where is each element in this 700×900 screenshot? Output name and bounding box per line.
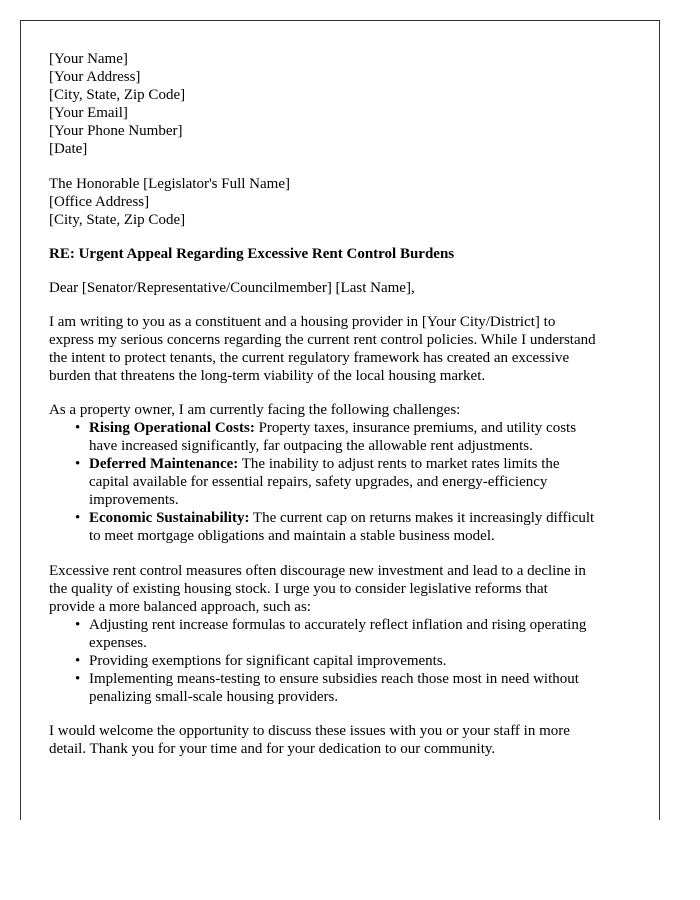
bullet-icon: • (75, 420, 81, 436)
challenge-text: to meet mortgage obligations and maintain a stable business model. (89, 528, 495, 544)
sender-city-state-zip: [City, State, Zip Code] (49, 87, 186, 103)
intro-paragraph (49, 313, 639, 385)
sender-block (49, 50, 639, 158)
reform-item-line: Providing exemptions for significant capital improvements. (89, 653, 447, 669)
list-item-line (89, 419, 639, 437)
bullet-icon: • (75, 456, 81, 472)
recipient-block (49, 175, 639, 229)
letter-content (49, 50, 639, 758)
list-item-line (89, 455, 639, 473)
reform-line: provide a more balanced approach, such as: (49, 599, 311, 615)
recipient-name: The Honorable [Legislator's Full Name] (49, 176, 290, 192)
challenges-intro (49, 401, 639, 419)
reforms-list (49, 616, 639, 706)
list-item (75, 419, 639, 455)
reform-line: Excessive rent control measures often discourage new investment and lead to a decline in (49, 563, 586, 579)
bullet-icon: • (75, 510, 81, 526)
challenge-term: Rising Operational Costs: (89, 420, 255, 436)
challenges-list (49, 419, 639, 545)
intro-line: the intent to protect tenants, the current regulatory framework has created an excessive (49, 350, 570, 366)
intro-line: burden that threatens the long-term viability of the local housing market. (49, 368, 486, 384)
letter-date: [Date] (49, 141, 88, 157)
intro-line: express my serious concerns regarding the current rent control policies. While I understand (49, 332, 596, 348)
letter-page (20, 20, 660, 820)
reform-item-line: Adjusting rent increase formulas to accurately reflect inflation and rising operating (89, 617, 587, 633)
bullet-icon: • (75, 653, 81, 669)
sender-name: [Your Name] (49, 51, 128, 67)
challenge-text: improvements. (89, 492, 179, 508)
reform-paragraph (49, 562, 639, 616)
sender-address: [Your Address] (49, 69, 141, 85)
list-item-line (89, 509, 639, 527)
list-item (75, 509, 639, 545)
list-item (75, 616, 639, 652)
challenges-intro-text: As a property owner, I am currently facing the following challenges: (49, 402, 461, 418)
salutation (49, 279, 639, 297)
challenge-text: Property taxes, insurance premiums, and utility costs (254, 420, 577, 436)
challenge-text: The current cap on returns makes it increasingly difficult (249, 510, 595, 526)
bullet-icon: • (75, 617, 81, 633)
intro-line: I am writing to you as a constituent and a housing provider in [Your City/District] to (49, 314, 556, 330)
sender-email: [Your Email] (49, 105, 128, 121)
list-item (75, 455, 639, 509)
reform-item-line: expenses. (89, 635, 147, 651)
reform-item-line: Implementing means-testing to ensure subsidies reach those most in need without (89, 671, 579, 687)
challenge-text: capital available for essential repairs, safety upgrades, and energy-efficiency (89, 474, 548, 490)
challenge-term: Economic Sustainability: (89, 510, 250, 526)
list-item (75, 670, 639, 706)
subject-line (49, 245, 639, 263)
subject-text: RE: Urgent Appeal Regarding Excessive Rent Control Burdens (49, 246, 455, 262)
closing-paragraph (49, 722, 639, 758)
recipient-city-state-zip: [City, State, Zip Code] (49, 212, 186, 228)
reform-line: the quality of existing housing stock. I urge you to consider legislative reforms that (49, 581, 548, 597)
recipient-office-address: [Office Address] (49, 194, 150, 210)
list-item (75, 652, 639, 670)
challenge-text: have increased significantly, far outpacing the allowable rent adjustments. (89, 438, 533, 454)
challenge-text: The inability to adjust rents to market rates limits the (238, 456, 560, 472)
closing-line: I would welcome the opportunity to discuss these issues with you or your staff in more (49, 723, 570, 739)
challenge-term: Deferred Maintenance: (89, 456, 239, 472)
salutation-text: Dear [Senator/Representative/Councilmember] [Last Name], (49, 280, 415, 296)
closing-line: detail. Thank you for your time and for your dedication to our community. (49, 741, 496, 757)
reform-item-line: penalizing small-scale housing providers. (89, 689, 339, 705)
bullet-icon: • (75, 671, 81, 687)
sender-phone: [Your Phone Number] (49, 123, 183, 139)
